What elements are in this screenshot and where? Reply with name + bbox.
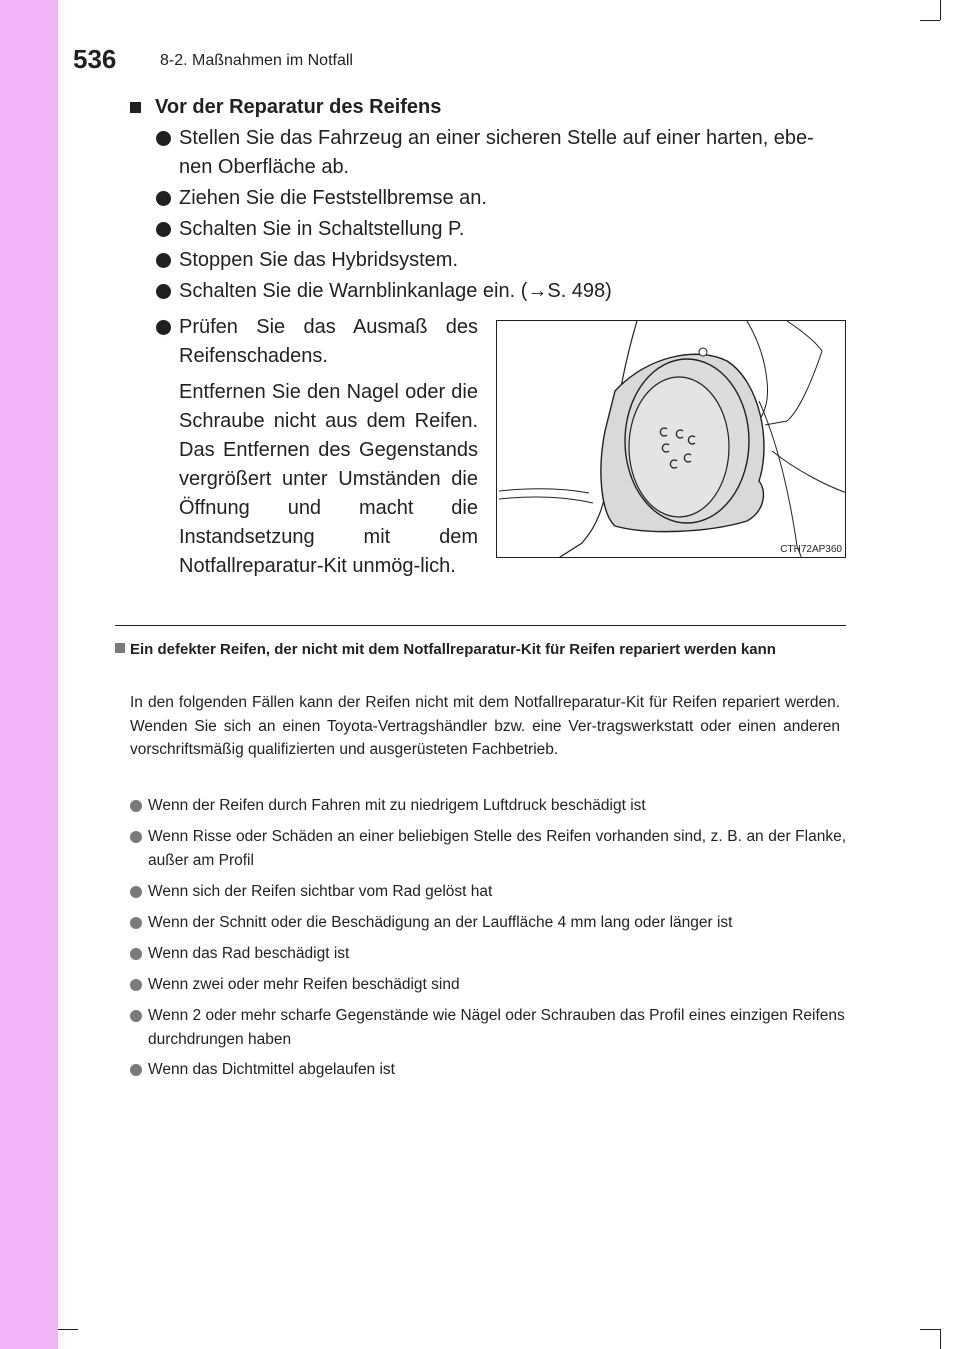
list-item	[130, 825, 846, 872]
divider	[115, 625, 846, 626]
list-item-text: Wenn 2 oder mehr scharfe Gegenstände wie Nägel oder Schrauben das Profil eines einzigen Reifens durchdrungen haben	[148, 1007, 845, 1048]
tire-illustration	[497, 321, 846, 558]
bullet-icon	[156, 222, 171, 237]
section-heading-text: Vor der Reparatur des Reifens	[155, 96, 442, 118]
page-margin-band	[0, 0, 58, 1349]
list-item-text: Wenn sich der Reifen sichtbar vom Rad gelöst hat	[148, 883, 493, 900]
bullet-icon	[130, 948, 142, 960]
crop-mark	[920, 1329, 940, 1330]
bullet-icon	[156, 191, 171, 206]
list-item	[156, 124, 846, 182]
crop-mark	[940, 0, 941, 20]
section-heading	[115, 638, 846, 661]
bullet-icon	[156, 253, 171, 268]
intro-paragraph: In den folgenden Fällen kann der Reifen nicht mit dem Notfallreparatur-Kit für Reifen repariert werden. Wenden Sie sich an einen Toyota-Vertragshändler bzw. eine Ver-tragswerkstatt oder einen anderen vorschriftsmäßig qualifizierten und ausgerüsteten Fachbetrieb.	[130, 694, 840, 758]
list-item	[130, 1058, 846, 1082]
bullet-icon	[130, 917, 142, 929]
list-item-text: Wenn der Reifen durch Fahren mit zu niedrigem Luftdruck beschädigt ist	[148, 797, 646, 814]
square-bullet-icon	[115, 643, 125, 653]
paragraph: Entfernen Sie den Nagel oder die Schraube nicht aus dem Reifen. Das Entfernen des Gegenstands vergrößert unter Umständen die Öffnung und macht die Instandsetzung mit dem Notfallreparatur-Kit unmög-lich.	[179, 381, 478, 577]
figure-spare-tire	[496, 320, 846, 558]
list-item	[130, 942, 846, 966]
list-item	[156, 313, 478, 581]
section-heading-text: Ein defekter Reifen, der nicht mit dem Notfallreparatur-Kit für Reifen repariert werden kann	[130, 641, 776, 658]
list-item-text: Schalten Sie in Schaltstellung P.	[179, 218, 465, 240]
bullet-icon	[156, 131, 171, 146]
list-item	[130, 911, 846, 935]
list-item-text: Wenn Risse oder Schäden an einer beliebigen Stelle des Reifen vorhanden sind, z. B. an der Flanke, außer am Profil	[148, 828, 846, 869]
list-item	[130, 973, 846, 997]
list-item	[130, 880, 846, 904]
section-heading	[130, 96, 441, 119]
bullet-icon	[156, 284, 171, 299]
bullet-icon	[130, 979, 142, 991]
list-item	[156, 215, 846, 244]
list-item-text: Stoppen Sie das Hybridsystem.	[179, 249, 459, 271]
list-item	[156, 277, 846, 306]
bullet-icon	[130, 886, 142, 898]
figure-code: CTH72AP360	[780, 544, 842, 555]
crop-mark	[58, 1329, 78, 1330]
list-item-text: Schalten Sie die Warnblinkanlage ein. (→S. 498)	[179, 280, 612, 302]
list-item	[156, 184, 846, 213]
square-bullet-icon	[130, 102, 141, 113]
list-item-text: Wenn der Schnitt oder die Beschädigung an der Lauffläche 4 mm lang oder länger ist	[148, 914, 733, 931]
list-item	[156, 246, 846, 275]
bullet-icon	[130, 1010, 142, 1022]
list-item-text: Wenn das Rad beschädigt ist	[148, 945, 350, 962]
list-item	[130, 794, 846, 818]
page-number: 536	[73, 44, 117, 74]
list-item-text: Stellen Sie das Fahrzeug an einer sicheren Stelle auf einer harten, ebe-nen Oberfläche ab.	[179, 127, 814, 178]
bullet-icon	[130, 1064, 142, 1076]
crop-mark	[940, 1329, 941, 1349]
chapter-title: 8-2. Maßnahmen im Notfall	[160, 52, 353, 69]
bullet-icon	[130, 800, 142, 812]
list-item	[130, 1004, 846, 1051]
bullet-icon	[130, 831, 142, 843]
crop-mark	[920, 20, 940, 21]
list-item-text: Wenn zwei oder mehr Reifen beschädigt sind	[148, 976, 460, 993]
list-item-text: Prüfen Sie das Ausmaß des Reifenschadens.	[179, 316, 478, 367]
list-item-text: Ziehen Sie die Feststellbremse an.	[179, 187, 487, 209]
list-item-text: Wenn das Dichtmittel abgelaufen ist	[148, 1061, 395, 1078]
bullet-icon	[156, 320, 171, 335]
